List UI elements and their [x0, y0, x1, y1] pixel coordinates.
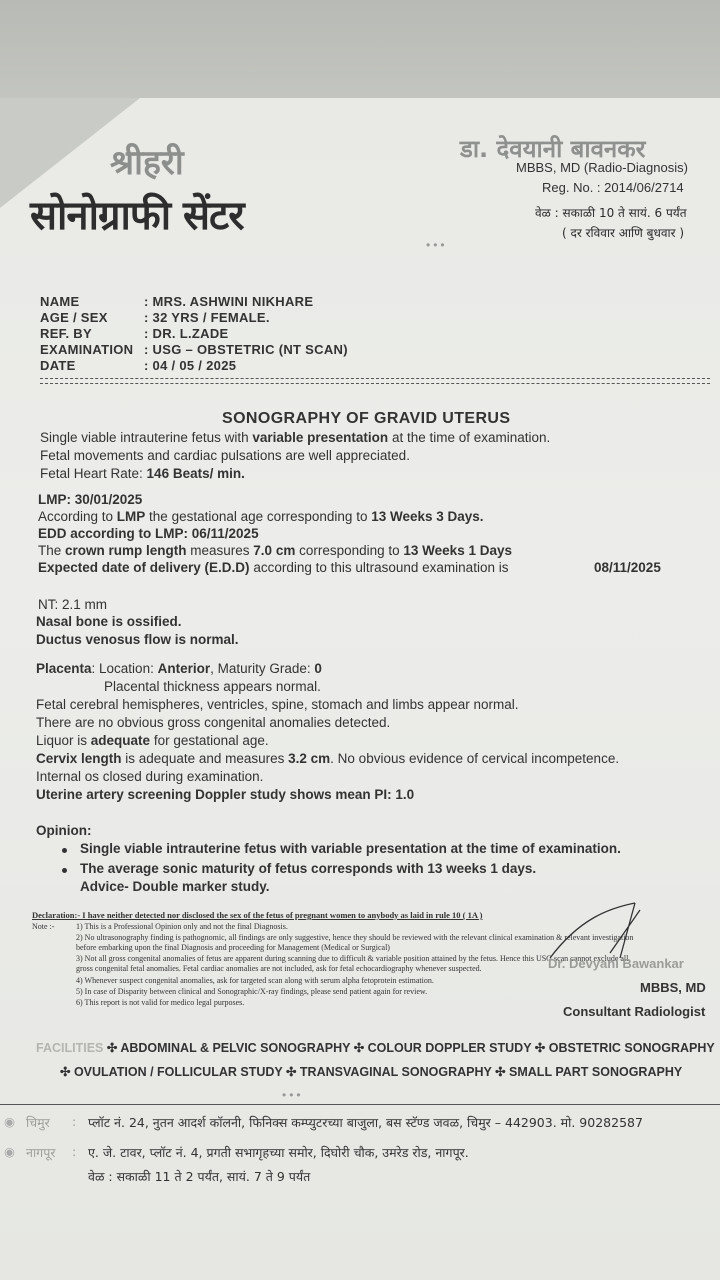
edd-ultrasound: Expected date of delivery (E.D.D) according to this ultrasound examination is — [38, 560, 509, 575]
bullet-point — [62, 868, 67, 873]
note-line: 3) Not all gross congenital anomalies of fetus are apparent during scanning due to difficult & variable position attained by the fetus. Hence this USG scan cannot exclude all — [76, 954, 629, 963]
edd-lmp: EDD according to LMP: 06/11/2025 — [38, 526, 259, 541]
footer-address: प्लॉट नं. 24, नुतन आदर्श कॉलनी, फिनिक्स कम्प्युटरच्या बाजुला, बस स्टॅण्ड जवळ, चिमुर – 442903. मो. 90282587 — [88, 1115, 643, 1130]
patient-value: : 04 / 05 / 2025 — [144, 358, 237, 373]
footer-city: नागपूर — [26, 1145, 56, 1160]
placenta-thickness: Placental thickness appears normal. — [104, 679, 321, 694]
note-line: 5) In case of Disparity between clinical and Sonographic/X-ray findings, please send patient again for review. — [76, 987, 428, 996]
placenta-info: Placenta: Location: Anterior, Maturity Grade: 0 — [36, 661, 322, 676]
patient-value: : DR. L.ZADE — [144, 326, 229, 341]
report-paper — [0, 98, 720, 1280]
crown-rump-length: The crown rump length measures 7.0 cm corresponding to 13 Weeks 1 Days — [38, 543, 512, 558]
opinion-label: Opinion: — [36, 823, 92, 838]
patient-label: NAME — [40, 294, 80, 309]
patient-label: REF. BY — [40, 326, 92, 341]
note-line: 2) No ultrasonography finding is pathognomic, all findings are only suggestive, hence they should be reviewed with the relevant clinical examination & relevant investigation — [76, 933, 634, 942]
facilities-line: ✣ OVULATION / FOLLICULAR STUDY ✣ TRANSVAGINAL SONOGRAPHY ✣ SMALL PART SONOGRAPHY — [60, 1065, 683, 1079]
header-dots: ••• — [426, 238, 448, 252]
fetal-organs: Fetal cerebral hemispheres, ventricles, spine, stomach and limbs appear normal. — [36, 697, 519, 712]
uterine-doppler: Uterine artery screening Doppler study shows mean PI: 1.0 — [36, 787, 415, 802]
opinion-item: The average sonic maturity of fetus corresponds with 13 weeks 1 days. — [80, 861, 537, 876]
footer-city: चिमुर — [26, 1115, 50, 1130]
internal-os: Internal os closed during examination. — [36, 769, 264, 784]
cervix-length: Cervix length is adequate and measures 3.2 cm. No obvious evidence of cervical incompetence. — [36, 751, 620, 766]
note-line: before embarking upon the final Diagnosis and proceeding for Management (Medical or Surgical) — [76, 943, 390, 952]
location-pin-icon: ◉ — [4, 1114, 15, 1129]
divider-line — [40, 383, 710, 384]
patient-value: : USG – OBSTETRIC (NT SCAN) — [144, 342, 348, 357]
patient-label: AGE / SEX — [40, 310, 108, 325]
note-line: 6) This report is not valid for medico legal purposes. — [76, 998, 245, 1007]
doctor-reg-no: Reg. No. : 2014/06/2714 — [542, 180, 684, 195]
note-line: 4) Whenever suspect congenital anomalies, ask for targeted scan along with serum alpha fetoprotein estimation. — [76, 976, 434, 985]
footer-timing: वेळ : सकाळी 11 ते 2 पर्यंत, सायं. 7 ते 9 पर्यंत — [88, 1169, 311, 1184]
footer-address: ए. जे. टावर, प्लॉट नं. 4, प्रगती सभागृहच्या समोर, दिघोरी चौक, उमरेड रोड, नागपूर. — [88, 1145, 469, 1160]
signature-role: Consultant Radiologist — [563, 1004, 706, 1019]
footer-divider — [0, 1104, 720, 1105]
footer-colon: : — [72, 1114, 77, 1129]
footer-dots: ••• — [282, 1088, 304, 1102]
nasal-bone: Nasal bone is ossified. — [36, 614, 182, 629]
patient-value: : MRS. ASHWINI NIKHARE — [144, 294, 314, 309]
edd-ultrasound-date: 08/11/2025 — [594, 560, 661, 575]
finding-presentation: Single viable intrauterine fetus with variable presentation at the time of examination. — [40, 430, 551, 445]
center-logo-small: श्रीहरी — [110, 143, 184, 183]
center-logo-title: सोनोग्राफी सेंटर — [30, 193, 244, 239]
location-pin-icon: ◉ — [4, 1144, 15, 1159]
report-title: SONOGRAPHY OF GRAVID UTERUS — [222, 410, 511, 427]
clinic-holiday: ( दर रविवार आणि बुधवार ) — [562, 226, 685, 240]
patient-label: DATE — [40, 358, 76, 373]
facilities-label: FACILITIES — [36, 1041, 104, 1055]
finding-movements: Fetal movements and cardiac pulsations are well appreciated. — [40, 448, 410, 463]
note-line: 1) This is a Professional Opinion only and not the final Diagnosis. — [76, 922, 288, 931]
liquor: Liquor is adequate for gestational age. — [36, 733, 269, 748]
nt-measurement: NT: 2.1 mm — [38, 597, 108, 612]
gestational-age-lmp: According to LMP the gestational age corresponding to 13 Weeks 3 Days. — [38, 509, 484, 524]
no-anomalies: There are no obvious gross congenital anomalies detected. — [36, 715, 391, 730]
bullet-point — [62, 848, 67, 853]
clinic-timing: वेळ : सकाळी 10 ते सायं. 6 पर्यंत — [535, 206, 687, 220]
finding-heart-rate: Fetal Heart Rate: 146 Beats/ min. — [40, 466, 245, 481]
signature-stamp-name: Dr. Devyani Bawankar — [548, 956, 684, 971]
opinion-item: Single viable intrauterine fetus with variable presentation at the time of examination. — [80, 841, 621, 856]
patient-value: : 32 YRS / FEMALE. — [144, 310, 270, 325]
doctor-degree: MBBS, MD (Radio-Diagnosis) — [516, 160, 688, 175]
lmp-date: LMP: 30/01/2025 — [38, 492, 143, 507]
patient-label: EXAMINATION — [40, 342, 134, 357]
signature-degree: MBBS, MD — [640, 980, 706, 995]
note-label: Note :- — [32, 922, 55, 931]
doctor-name-header: डा. देवयानी बावनकर — [460, 135, 646, 163]
footer-colon: : — [72, 1144, 77, 1159]
declaration-title: Declaration:- I have neither detected nor disclosed the sex of the fetus of pregnant women to anybody as laid in rule 10 ( 1A ) — [32, 910, 483, 920]
divider-line — [40, 378, 710, 379]
advice: Advice- Double marker study. — [80, 879, 270, 894]
note-line: gross congenital fetal anomalies. Fetal cardiac anomalies are not included, ask for fetal echocardiography whenever suspected. — [76, 964, 482, 973]
ductus-venosus: Ductus venosus flow is normal. — [36, 632, 239, 647]
facilities-line: FACILITIES ✣ ABDOMINAL & PELVIC SONOGRAPHY ✣ COLOUR DOPPLER STUDY ✣ OBSTETRIC SONOGRAPHY — [36, 1041, 715, 1055]
